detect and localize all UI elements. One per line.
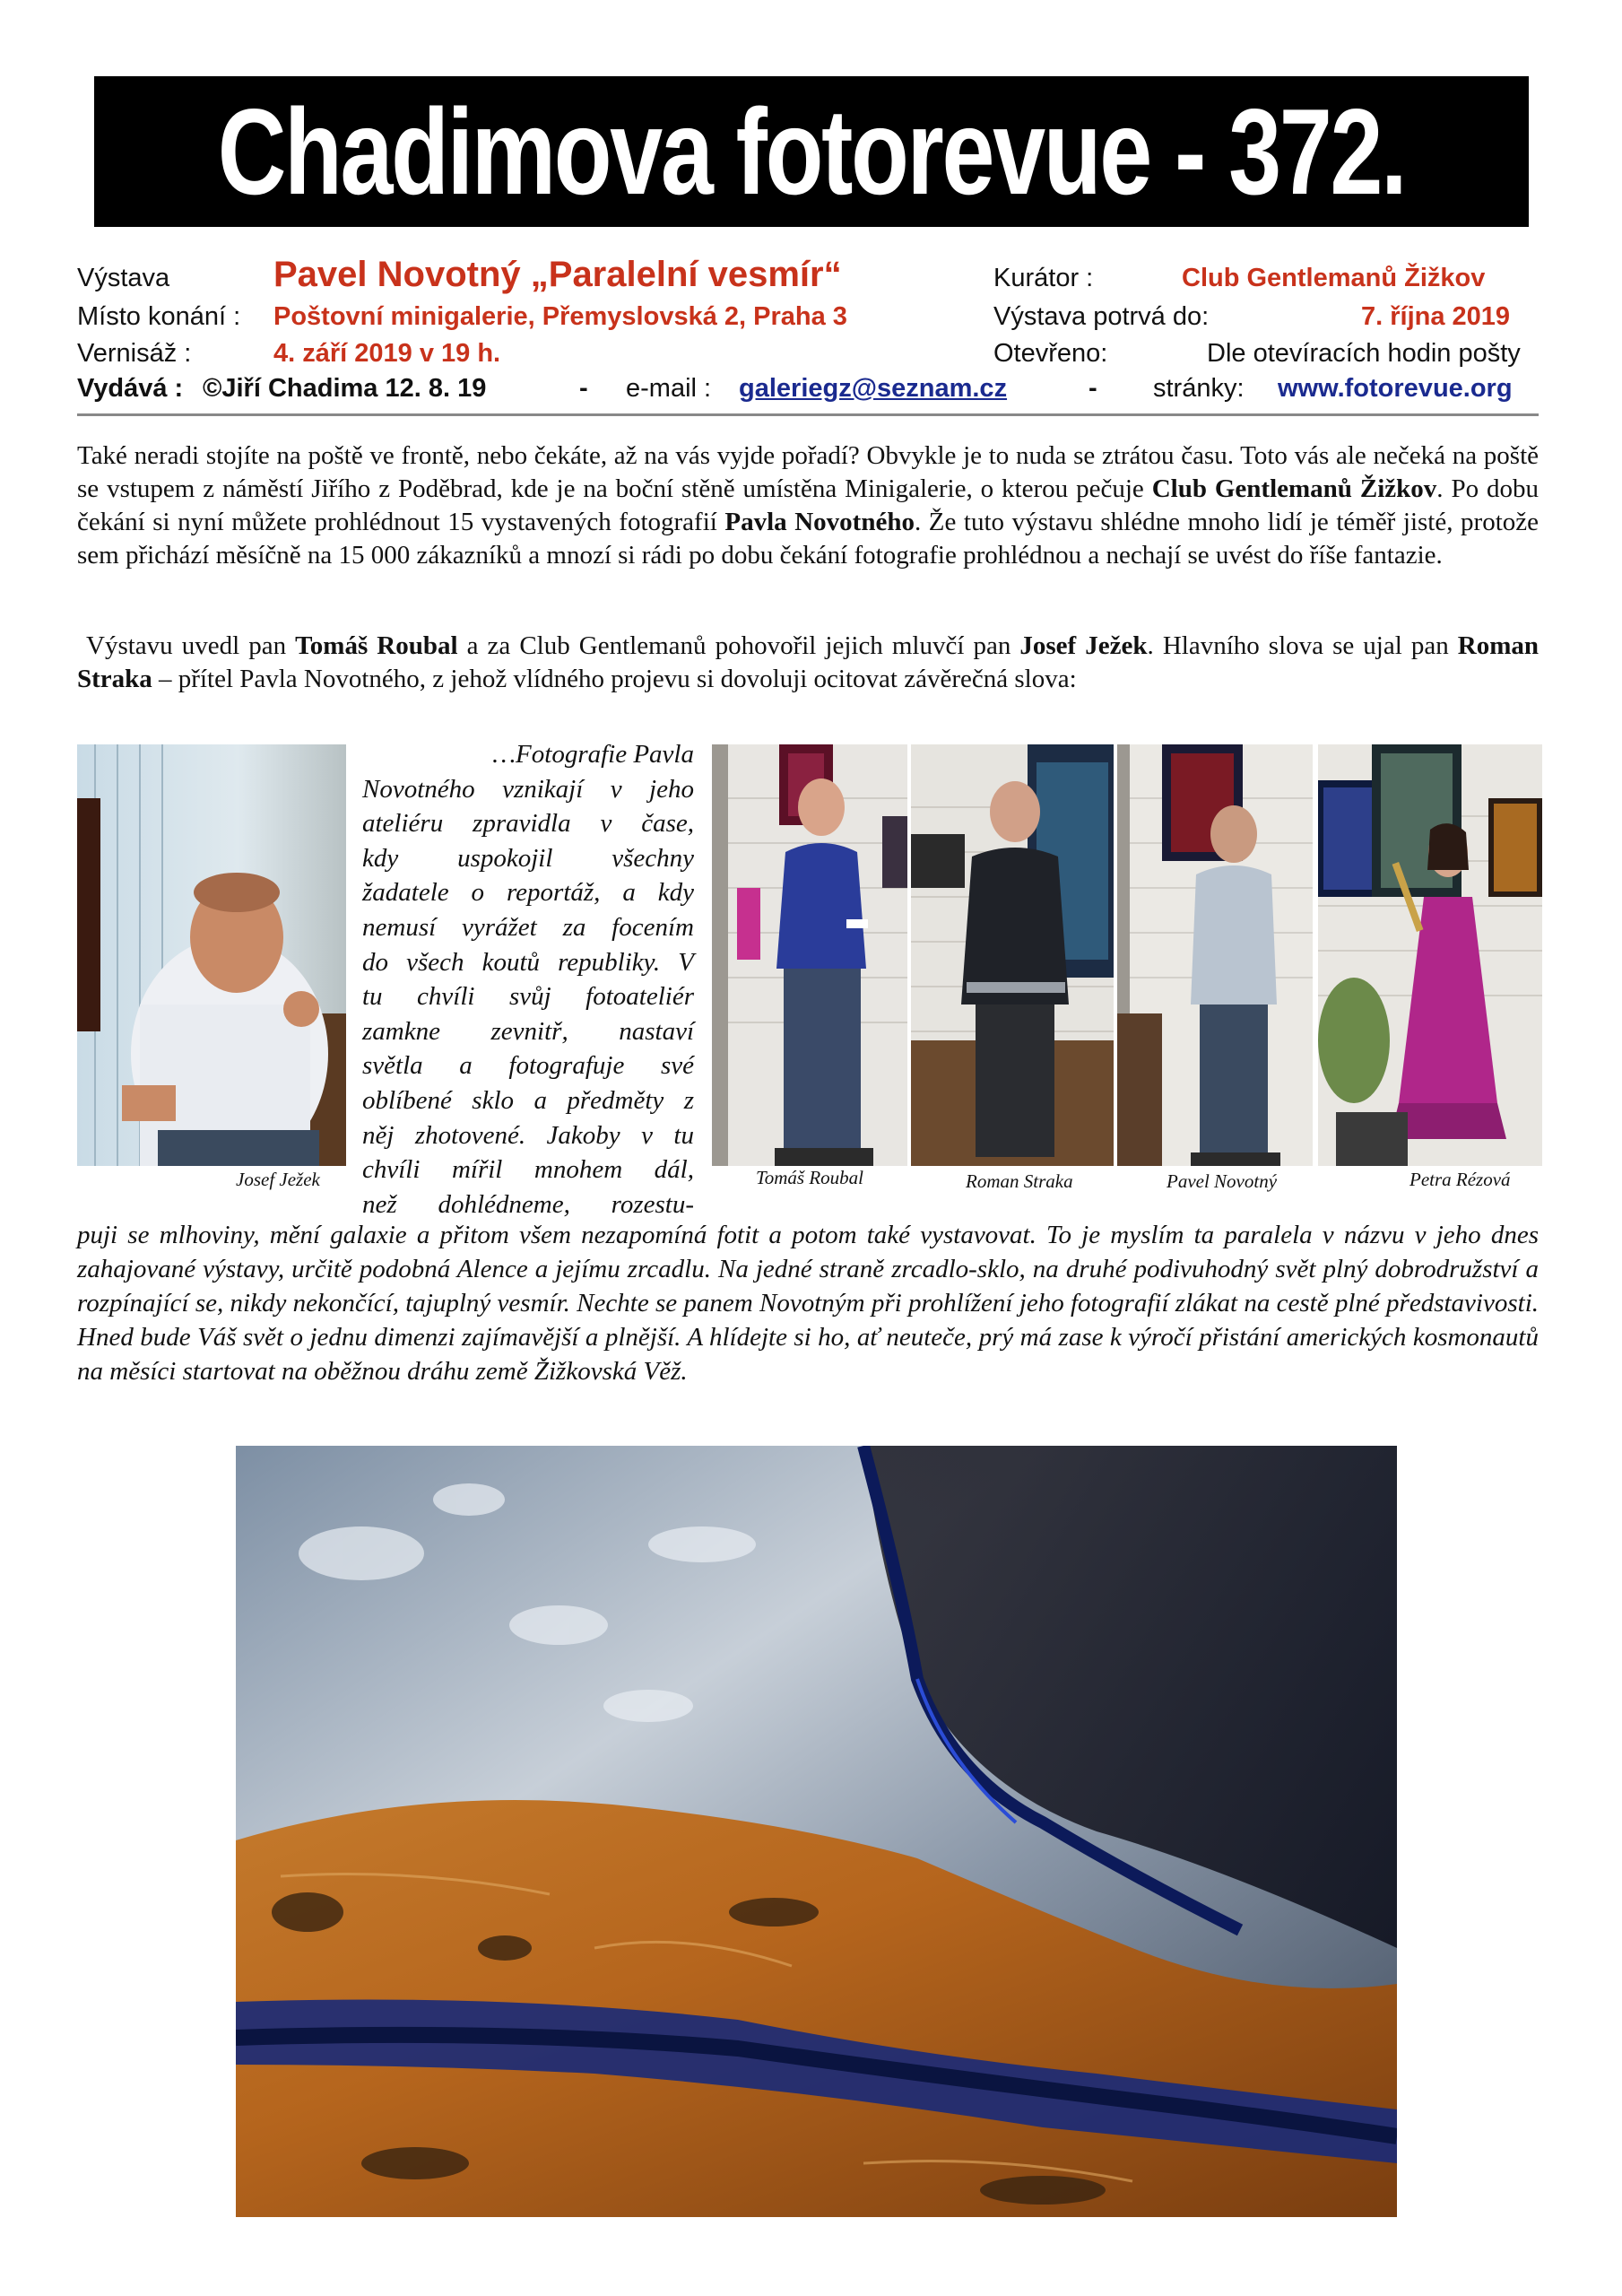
quote-line: zamkne zevnitř, nastaví [362, 1016, 694, 1046]
featured-photo [236, 1446, 1397, 2217]
quote-column [362, 737, 694, 1222]
second-paragraph [77, 630, 1539, 696]
vydava-label: Vydává : [77, 374, 184, 403]
dash-2: - [1089, 374, 1097, 403]
photo-petra-rezova [1318, 744, 1542, 1166]
photo-petra-rezova-image [1318, 744, 1542, 1166]
potrva-value: 7. října 2019 [1361, 302, 1511, 331]
quote-line: žadatele o reportáž, a kdy [362, 878, 694, 908]
para1-bold-club: Club Gentlemanů Žižkov [1151, 474, 1437, 503]
quote-line: …Fotografie Pavla [492, 740, 694, 769]
quote-line: do všech koutů republiky. V [362, 947, 694, 977]
quote-line: nemusí vyrážet za focením [362, 912, 694, 942]
photo-pavel-novotny [1117, 744, 1313, 1166]
photo-josef-jezek-image [77, 744, 346, 1166]
vystava-value: Pavel Novotný „Paralelní vesmír“ [273, 255, 842, 294]
vernisaz-value: 4. září 2019 v 19 h. [273, 339, 501, 368]
para2-text-4: – přítel Pavla Novotného, z jehož vlídného projevu si dovoluji ocitovat závěrečná slova: [152, 665, 1077, 693]
masthead [94, 76, 1529, 227]
website-link[interactable]: www.fotorevue.org [1278, 374, 1513, 403]
para2-text-1: Výstavu uvedl pan [86, 631, 296, 660]
vystava-label: Výstava [77, 264, 170, 292]
para2-bold-josef: Josef Ježek [1019, 631, 1148, 660]
misto-value: Poštovní minigalerie, Přemyslovská 2, Praha 3 [273, 302, 847, 331]
quote-continuation: puji se mlhoviny, mění galaxie a přitom všem nezapomíná fotit a potom také vystavovat. To je myslím ta paralela v názvu v jeho dnes zahajované výstavy, určitě podobná Alence a jejímu zrcadlu. Na jedné straně zrcadlo-sklo, na druhé podivuhodný svět plný dobrodružství a rozpínající se, nikdy nekončící, tajuplný vesmír. Nechte se panem Novotným při prohlížení jeho fotografií zlákat na cestě plné představivosti. Hned bude Váš svět o jednu dimenzi zajímavější a plnější. A hlídejte si ho, ať neuteče, prý má zase k výročí přistání amerických kosmonautů na měsíci startovat na oběžnou dráhu země Žižkovská Věž. [77, 1221, 1539, 1386]
para2-bold-roman: Roman Straka [77, 631, 1539, 693]
featured-photo-image [236, 1446, 1397, 2217]
photo-pavel-novotny-image [1117, 744, 1313, 1166]
quote-line: světla a fotografuje své [362, 1051, 694, 1081]
caption-roman: Roman Straka [966, 1170, 1073, 1192]
info-row-vystava [77, 255, 1539, 300]
photo-tomas-roubal-image [712, 744, 907, 1166]
quote-line: chvíli mířil mnohem dál, [362, 1155, 694, 1185]
caption-josef: Josef Ježek [236, 1169, 320, 1190]
vydava-value: ©Jiří Chadima 12. 8. 19 [203, 374, 487, 403]
photo-roman-straka-image [911, 744, 1114, 1166]
email-link[interactable]: galeriegz@seznam.cz [739, 374, 1008, 403]
vernisaz-label: Vernisáž : [77, 339, 192, 368]
intro-paragraph [77, 439, 1539, 572]
quote-line: než dohlédneme, rozestu- [362, 1189, 694, 1219]
photo-roman-straka [911, 744, 1114, 1166]
divider [77, 413, 1539, 416]
caption-petra: Petra Rézová [1409, 1169, 1511, 1190]
otevreno-label: Otevřeno: [993, 339, 1108, 368]
quote-line: tu chvíli svůj fotoateliér [362, 982, 694, 1012]
quote-line: něj zhotovené. Jakoby v tu [362, 1120, 694, 1150]
kurator-label: Kurátor : [993, 264, 1094, 292]
para1-text-3: . Že tuto výstavu shlédne mnoho lidí je téměř jisté, protože sem přichází měsíčně na 15 000 zákazníků a mnozí si rádi po dobu čekání fotografie prohlédnou a nechají se uvést do říše fantazie. [77, 508, 1539, 570]
para1-text-2: . Po dobu čekání si nyní můžete prohlédnout 15 vystavených fotografií [77, 474, 1540, 536]
dash-1: - [579, 374, 588, 403]
caption-pavel: Pavel Novotný [1167, 1170, 1278, 1192]
masthead-title: Chadimova fotorevue - 372. [217, 83, 1406, 220]
stranky-label: stránky: [1153, 374, 1245, 403]
quote-line: oblíbené sklo a předměty z [362, 1085, 694, 1115]
para1-bold-pavel: Pavla Novotného [724, 508, 915, 536]
quote-line: kdy uspokojil všechny [362, 843, 694, 873]
misto-label: Místo konání : [77, 302, 241, 331]
info-row-vernisaz [77, 339, 1539, 375]
email-label: e-mail : [626, 374, 712, 403]
info-row-misto [77, 302, 1539, 338]
para2-text-2: a za Club Gentlemanů pohovořil jejich mluvčí pan [457, 631, 1020, 660]
para1-text-1: Také neradi stojíte na poště ve frontě, nebo čekáte, až na vás vyjde pořadí? Obvykle je to nuda se ztrátou času. Toto vás ale nečeká na poště se vstupem z náměstí Jiřího z Poděbrad, kde je na boční stěně umístěna Minigalerie, o kterou pečuje [77, 441, 1539, 503]
photo-tomas-roubal [712, 744, 907, 1166]
otevreno-value: Dle otevíracích hodin pošty [1207, 339, 1521, 368]
kurator-value: Club Gentlemanů Žižkov [1182, 264, 1486, 292]
quote-line: ateliéru zpravidla v čase, [362, 809, 694, 839]
info-row-vydava [77, 374, 1539, 410]
potrva-label: Výstava potrvá do: [993, 302, 1210, 331]
para2-text-3: . Hlavního slova se ujal pan [1147, 631, 1458, 660]
para2-bold-tomas: Tomáš Roubal [295, 631, 458, 660]
quote-line: Novotného vznikají v jeho [362, 774, 694, 804]
photo-josef-jezek [77, 744, 346, 1166]
caption-tomas: Tomáš Roubal [756, 1167, 864, 1188]
